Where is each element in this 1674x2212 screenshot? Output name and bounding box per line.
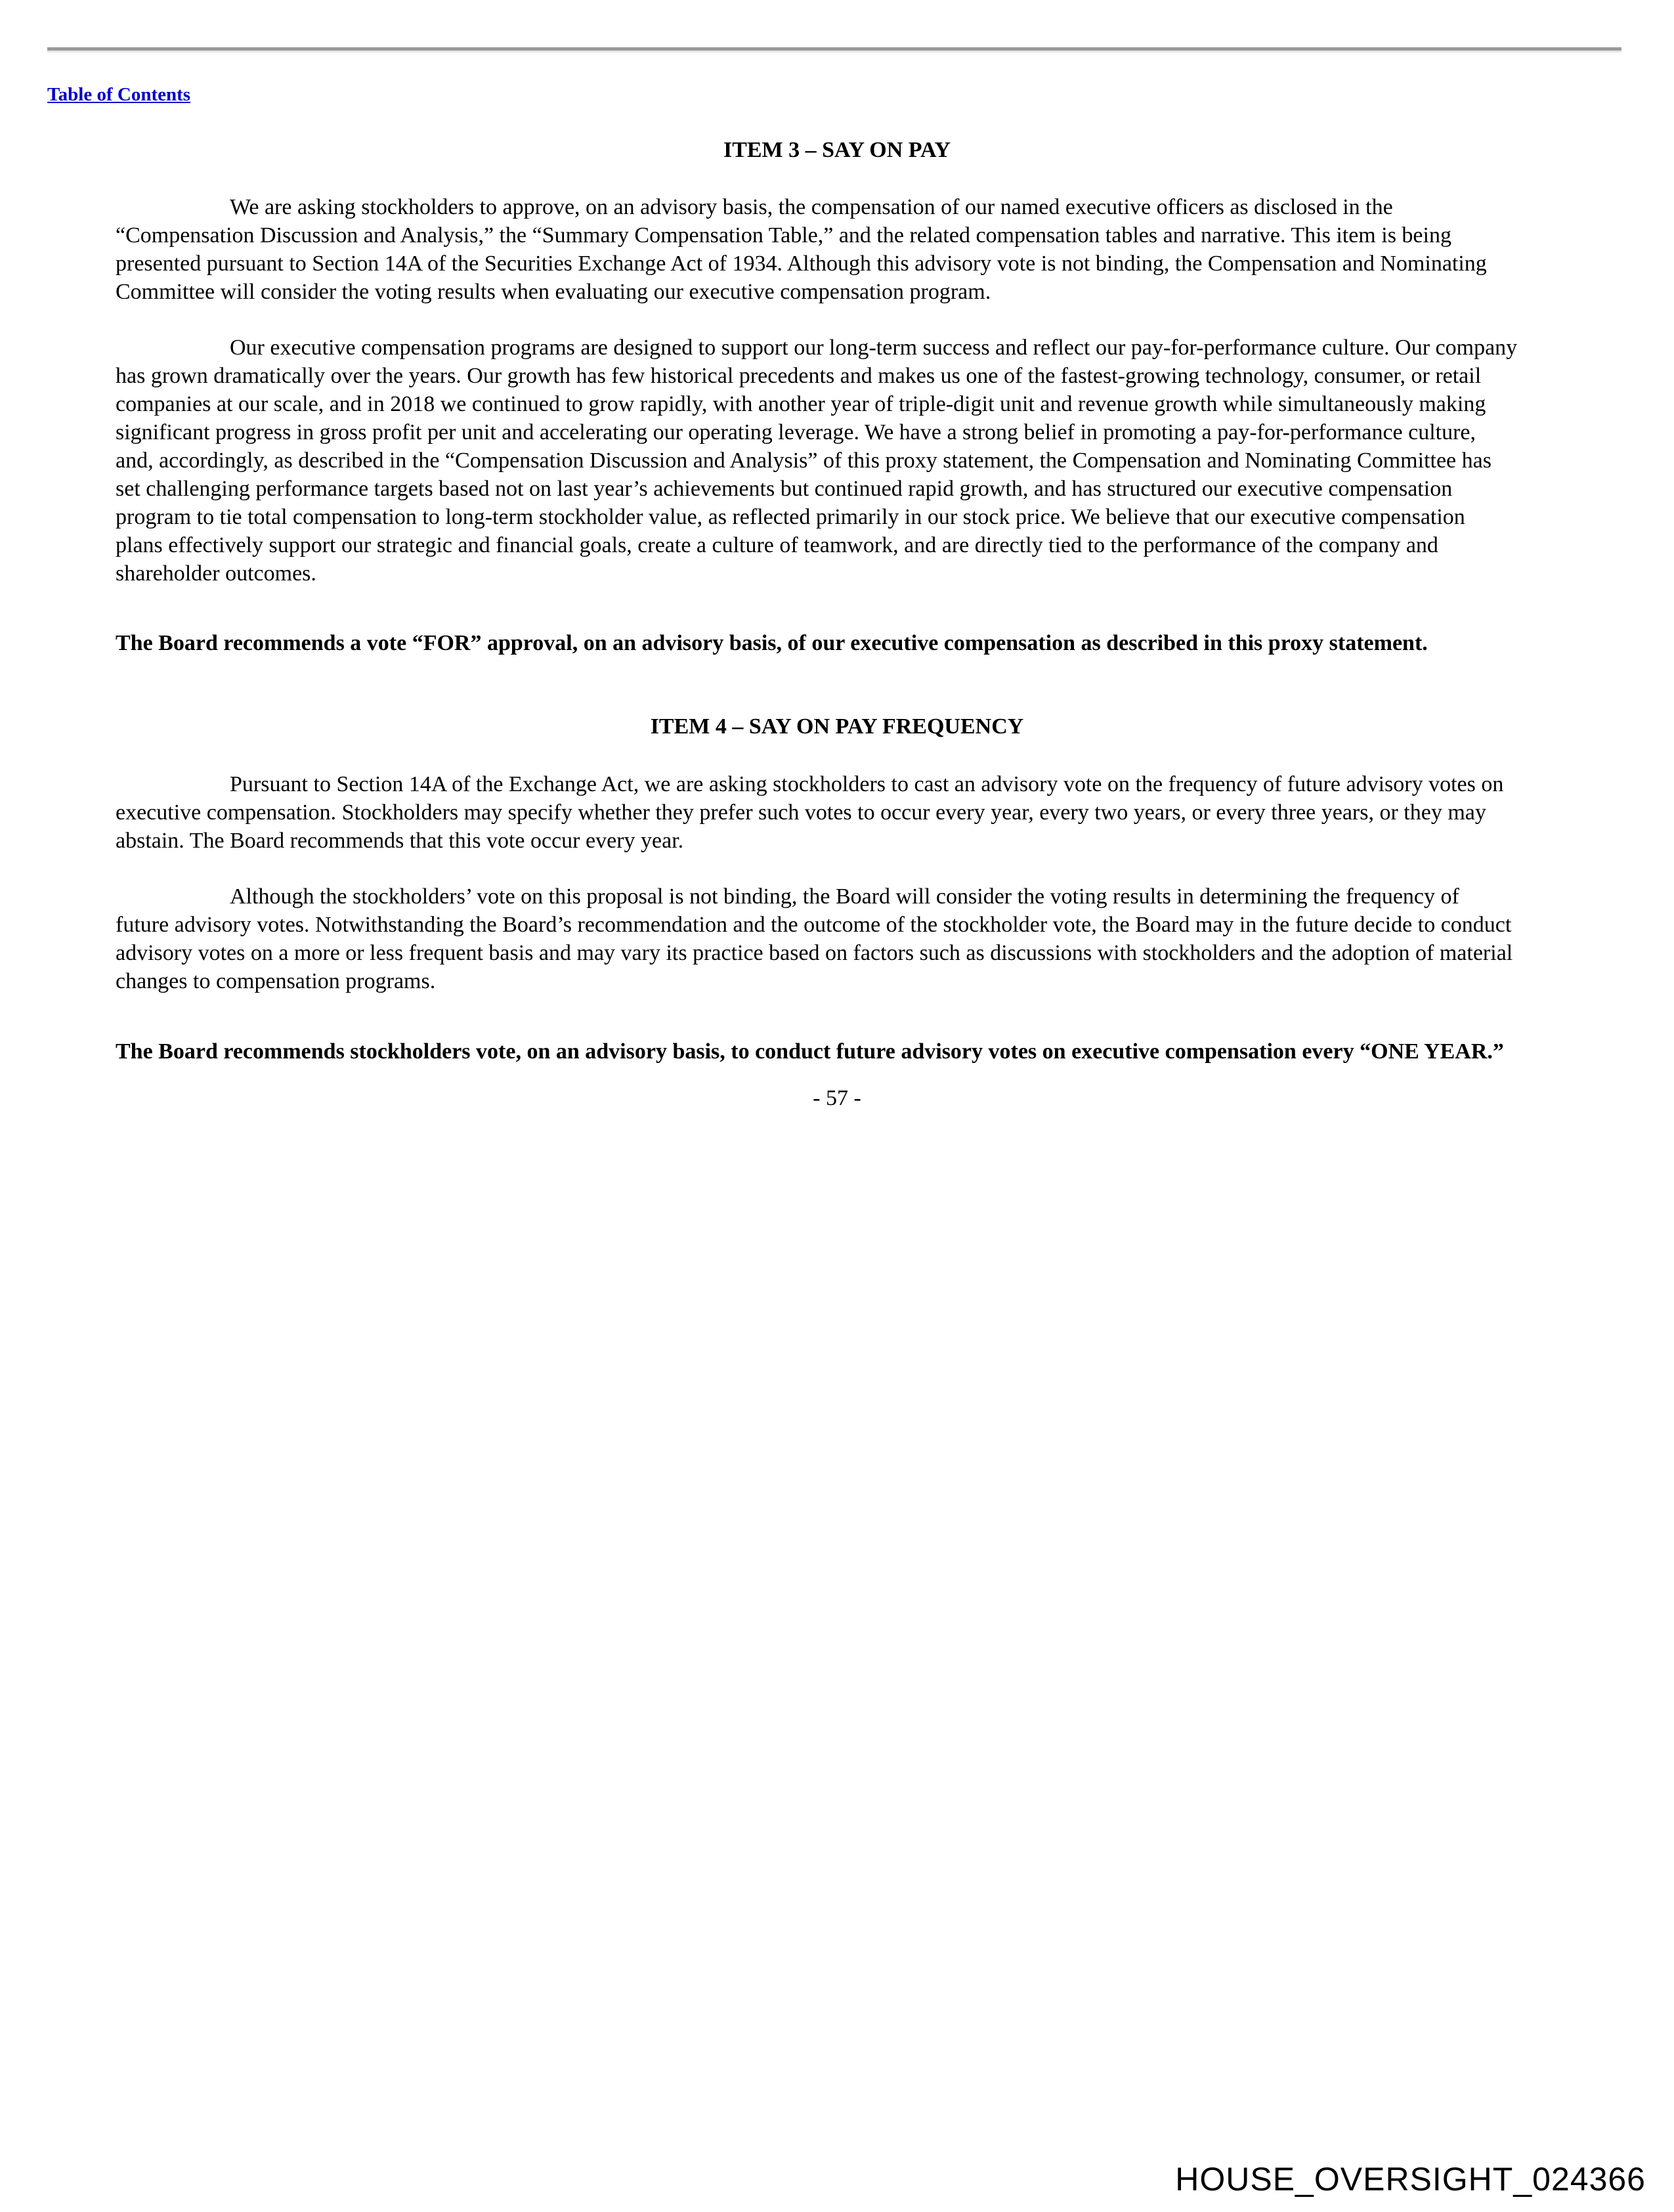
paragraph-line: future advisory votes. Notwithstanding the Board’s recommendation and the outcome of the stockholder vote, the Board may in the future decide to conduct [116, 913, 1512, 937]
item4-heading: ITEM 4 – SAY ON PAY FREQUENCY [650, 714, 1024, 739]
item3-paragraph-1 [116, 193, 1487, 306]
item4-recommendation [116, 1037, 1504, 1066]
recommendation-text: The Board recommends a vote “FOR” approval, on an advisory basis, of our executive compensation as described in this proxy statement. [116, 631, 1428, 655]
paragraph-line: shareholder outcomes. [116, 561, 316, 586]
paragraph-line: Our executive compensation programs are designed to support our long-term success and reflect our pay-for-performance culture. Our company [230, 336, 1518, 360]
bates-stamp: HOUSE_OVERSIGHT_024366 [1175, 2161, 1646, 2198]
paragraph-line: presented pursuant to Section 14A of the Securities Exchange Act of 1934. Although this advisory vote is not binding, the Compensation and Nominating [116, 251, 1487, 276]
top-rule [47, 47, 1621, 53]
paragraph-line: significant progress in gross profit per unit and accelerating our operating leverage. We have a strong belief in promoting a pay-for-performance culture, [116, 420, 1476, 445]
paragraph-line: set challenging performance targets based not on last year’s achievements but continued rapid growth, and has structured our executive compensation [116, 477, 1453, 501]
paragraph-line: advisory votes on a more or less frequent basis and may vary its practice based on factors such as discussions with stockholders and the adoption of material [116, 941, 1513, 965]
paragraph-line: plans effectively support our strategic and financial goals, create a culture of teamwork, and are directly tied to the performance of the company and [116, 533, 1438, 557]
item4-paragraph-2 [116, 882, 1513, 995]
paragraph-line: We are asking stockholders to approve, on an advisory basis, the compensation of our named executive officers as disclosed in the [230, 195, 1393, 219]
paragraph-line: Although the stockholders’ vote on this proposal is not binding, the Board will consider the voting results in determining the frequency of [230, 884, 1459, 909]
page-number: - 57 - [813, 1086, 861, 1110]
item3-paragraph-2 [116, 334, 1517, 588]
paragraph-line: has grown dramatically over the years. Our growth has few historical precedents and makes us one of the fastest-growing technology, consumer, or retail [116, 364, 1482, 388]
item3-heading: ITEM 3 – SAY ON PAY [723, 138, 951, 162]
paragraph-line: program to tie total compensation to long-term stockholder value, as reflected primarily in our stock price. We believe that our executive compensation [116, 505, 1465, 529]
paragraph-line: changes to compensation programs. [116, 969, 436, 993]
paragraph-line: Committee will consider the voting results when evaluating our executive compensation program. [116, 280, 991, 304]
table-of-contents-link[interactable]: Table of Contents [47, 84, 191, 105]
paragraph-line: and, accordingly, as described in the “Compensation Discussion and Analysis” of this proxy statement, the Compensation and Nominating Committee has [116, 448, 1492, 473]
item4-paragraph-1 [116, 770, 1503, 855]
recommendation-text: The Board recommends stockholders vote, on an advisory basis, to conduct future advisory votes on executive compensation every “ONE YEAR.” [116, 1039, 1504, 1064]
paragraph-line: abstain. The Board recommends that this vote occur every year. [116, 829, 684, 853]
paragraph-line: companies at our scale, and in 2018 we continued to grow rapidly, with another year of triple-digit unit and revenue growth while simultaneously making [116, 392, 1486, 416]
paragraph-line: “Compensation Discussion and Analysis,” the “Summary Compensation Table,” and the related compensation tables and narrative. This item is being [116, 223, 1451, 248]
paragraph-line: executive compensation. Stockholders may specify whether they prefer such votes to occur every year, every two years, or every three years, or they may [116, 800, 1486, 825]
item3-recommendation [116, 629, 1428, 657]
paragraph-line: Pursuant to Section 14A of the Exchange Act, we are asking stockholders to cast an advisory vote on the frequency of future advisory votes on [230, 772, 1504, 796]
